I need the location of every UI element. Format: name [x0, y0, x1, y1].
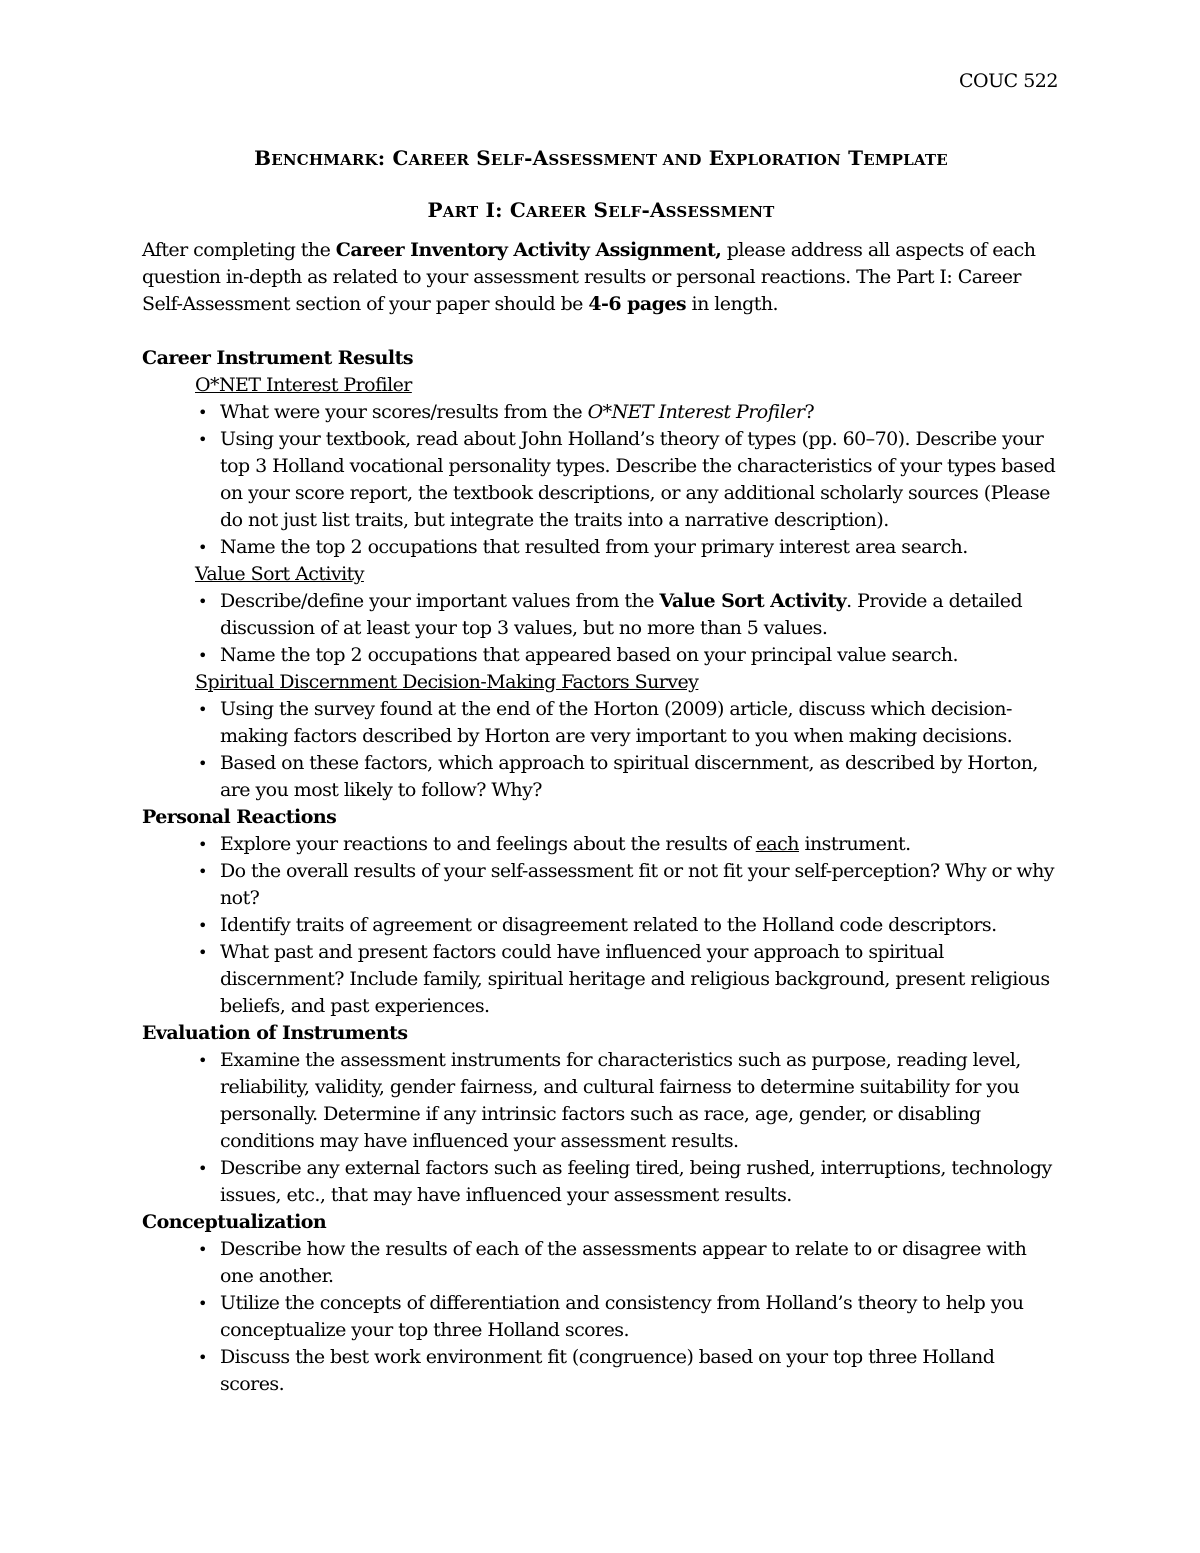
text-run: Name the top 2 occupations that appeared based on your principal value search. [220, 644, 958, 666]
title-segment: XPLORATION [724, 151, 841, 169]
title-segment: : C [377, 146, 409, 170]
bullet-icon: • [198, 1051, 207, 1070]
title-segment: P [427, 198, 443, 222]
text-run: Discuss the best work environment fit (congruence) based on your top three Holland scores. [220, 1346, 995, 1395]
bullet-list [142, 1047, 1060, 1209]
title-segment: S [586, 198, 609, 222]
section-heading: Personal Reactions [142, 806, 337, 828]
bold-text: Career Inventory Activity Assignment, [335, 239, 722, 261]
text-run: Describe any external factors such as feeling tired, being rushed, interruptions, technology issues, etc., that may have influenced your assessment results. [220, 1157, 1052, 1206]
text-run: in length. [686, 293, 779, 315]
text-run: please address all aspects of each question in-depth as related to your assessment results or personal reactions. The Part I: Career Self-Assessment section of your paper should be [142, 239, 1036, 315]
bullet-icon: • [198, 646, 207, 665]
bullet-icon: • [198, 1159, 207, 1178]
bullet-icon: • [198, 1240, 207, 1259]
title-segment: AREER [408, 151, 470, 169]
text-run: What were your scores/results from the [220, 401, 588, 423]
title-segment: S [469, 146, 491, 170]
list-item [198, 831, 1060, 858]
list-item [198, 1236, 1060, 1290]
bullet-icon: • [198, 538, 207, 557]
title-segment: -A [641, 198, 666, 222]
bullet-list [142, 399, 1060, 561]
section-heading: Career Instrument Results [142, 347, 413, 369]
bullet-icon: • [198, 403, 207, 422]
text-run: Based on these factors, which approach to spiritual discernment, as described by Horton, are you most likely to follow? Why? [220, 752, 1038, 801]
list-item [198, 1155, 1060, 1209]
text-run: Name the top 2 occupations that resulted from your primary interest area search. [220, 536, 968, 558]
bullet-icon: • [198, 862, 207, 881]
bullet-icon: • [198, 700, 207, 719]
text-run: Using the survey found at the end of the Horton (2009) article, discuss which decision-making factors described by Horton are very important to you when making decisions. [220, 698, 1013, 747]
list-item [198, 696, 1060, 750]
title-segment: ELF [608, 203, 642, 221]
title-segment: SSESSMENT [665, 203, 775, 221]
list-item [198, 426, 1060, 534]
text-run: Explore your reactions to and feelings about the results of [220, 833, 756, 855]
list-item [198, 1290, 1060, 1344]
list-item [198, 534, 1060, 561]
bullet-icon: • [198, 943, 207, 962]
title-segment: B [254, 146, 272, 170]
title-segment: SSESSMENT AND [548, 151, 702, 169]
bullet-icon: • [198, 916, 207, 935]
text-run: After completing the [142, 239, 336, 261]
list-item [198, 858, 1060, 912]
list-item [198, 912, 1060, 939]
list-item [198, 399, 1060, 426]
title-segment: ART [442, 203, 479, 221]
text-run: Identify traits of agreement or disagreement related to the Holland code descriptors. [220, 914, 997, 936]
list-item [198, 1047, 1060, 1155]
underlined-text: each [755, 833, 799, 855]
bullet-list [142, 588, 1060, 669]
text-run: What past and present factors could have influenced your approach to spiritual discernment? Include family, spiritual heritage and religious background, present religious beliefs, and past experiences. [220, 941, 1050, 1017]
document-title [142, 0, 1060, 175]
bullet-icon: • [198, 835, 207, 854]
bullet-icon: • [198, 1294, 207, 1313]
title-segment: ELF [490, 151, 525, 169]
bullet-list [142, 696, 1060, 804]
subsection-heading: Spiritual Discernment Decision-Making Factors Survey [195, 671, 699, 693]
text-run: Examine the assessment instruments for characteristics such as purpose, reading level, reliability, validity, gender fairness, and cultural fairness to determine suitability for you personally. Determine if any intrinsic factors such as race, age, gender, or disabling conditions may have influenced your assessment results. [220, 1049, 1021, 1152]
list-item [198, 750, 1060, 804]
italic-text: O*NET Interest Profiler [587, 401, 805, 423]
part-title [142, 195, 1060, 227]
text-run: . Provide a detailed discussion of at least your top 3 values, but no more than 5 values. [220, 590, 1023, 639]
list-item [198, 1344, 1060, 1398]
title-segment: EMPLATE [863, 151, 948, 169]
section-heading: Conceptualization [142, 1211, 327, 1233]
bullet-list [142, 831, 1060, 1020]
subsection-heading: Value Sort Activity [195, 563, 364, 585]
course-header: COUC 522 [959, 70, 1058, 92]
text-run: Using your textbook, read about John Holland’s theory of types (pp. 60–70). Describe your top 3 Holland vocational personality types. Describe the characteristics of your types based on your score report, the textbook descriptions, or any additional scholarly sources (Please do not just list traits, but integrate the traits into a narrative description). [220, 428, 1056, 531]
list-item [198, 588, 1060, 642]
title-segment: -A [524, 146, 549, 170]
title-segment: E [701, 146, 725, 170]
bullet-icon: • [198, 592, 207, 611]
subsection-heading: O*NET Interest Profiler [195, 374, 412, 396]
title-segment: I: C [478, 198, 526, 222]
text-run: ? [804, 401, 815, 423]
bold-text: Value Sort Activity [659, 590, 847, 612]
bullet-icon: • [198, 1348, 207, 1367]
bullet-list [142, 1236, 1060, 1398]
text-run: Describe/define your important values from the [220, 590, 660, 612]
list-item [198, 939, 1060, 1020]
text-run: instrument. [798, 833, 911, 855]
title-segment: T [840, 146, 864, 170]
list-item [198, 642, 1060, 669]
title-segment: AREER [525, 203, 587, 221]
bullet-icon: • [198, 754, 207, 773]
section-heading: Evaluation of Instruments [142, 1022, 408, 1044]
document-body [142, 345, 1060, 1398]
text-run: Do the overall results of your self-assessment fit or not fit your self-perception? Why or why not? [220, 860, 1054, 909]
bullet-icon: • [198, 430, 207, 449]
intro-paragraph [142, 237, 1060, 318]
bold-text: 4-6 pages [588, 293, 687, 315]
text-run: Describe how the results of each of the assessments appear to relate to or disagree with one another. [220, 1238, 1027, 1287]
text-run: Utilize the concepts of differentiation and consistency from Holland’s theory to help you conceptualize your top three Holland scores. [220, 1292, 1024, 1341]
title-segment: ENCHMARK [271, 151, 378, 169]
